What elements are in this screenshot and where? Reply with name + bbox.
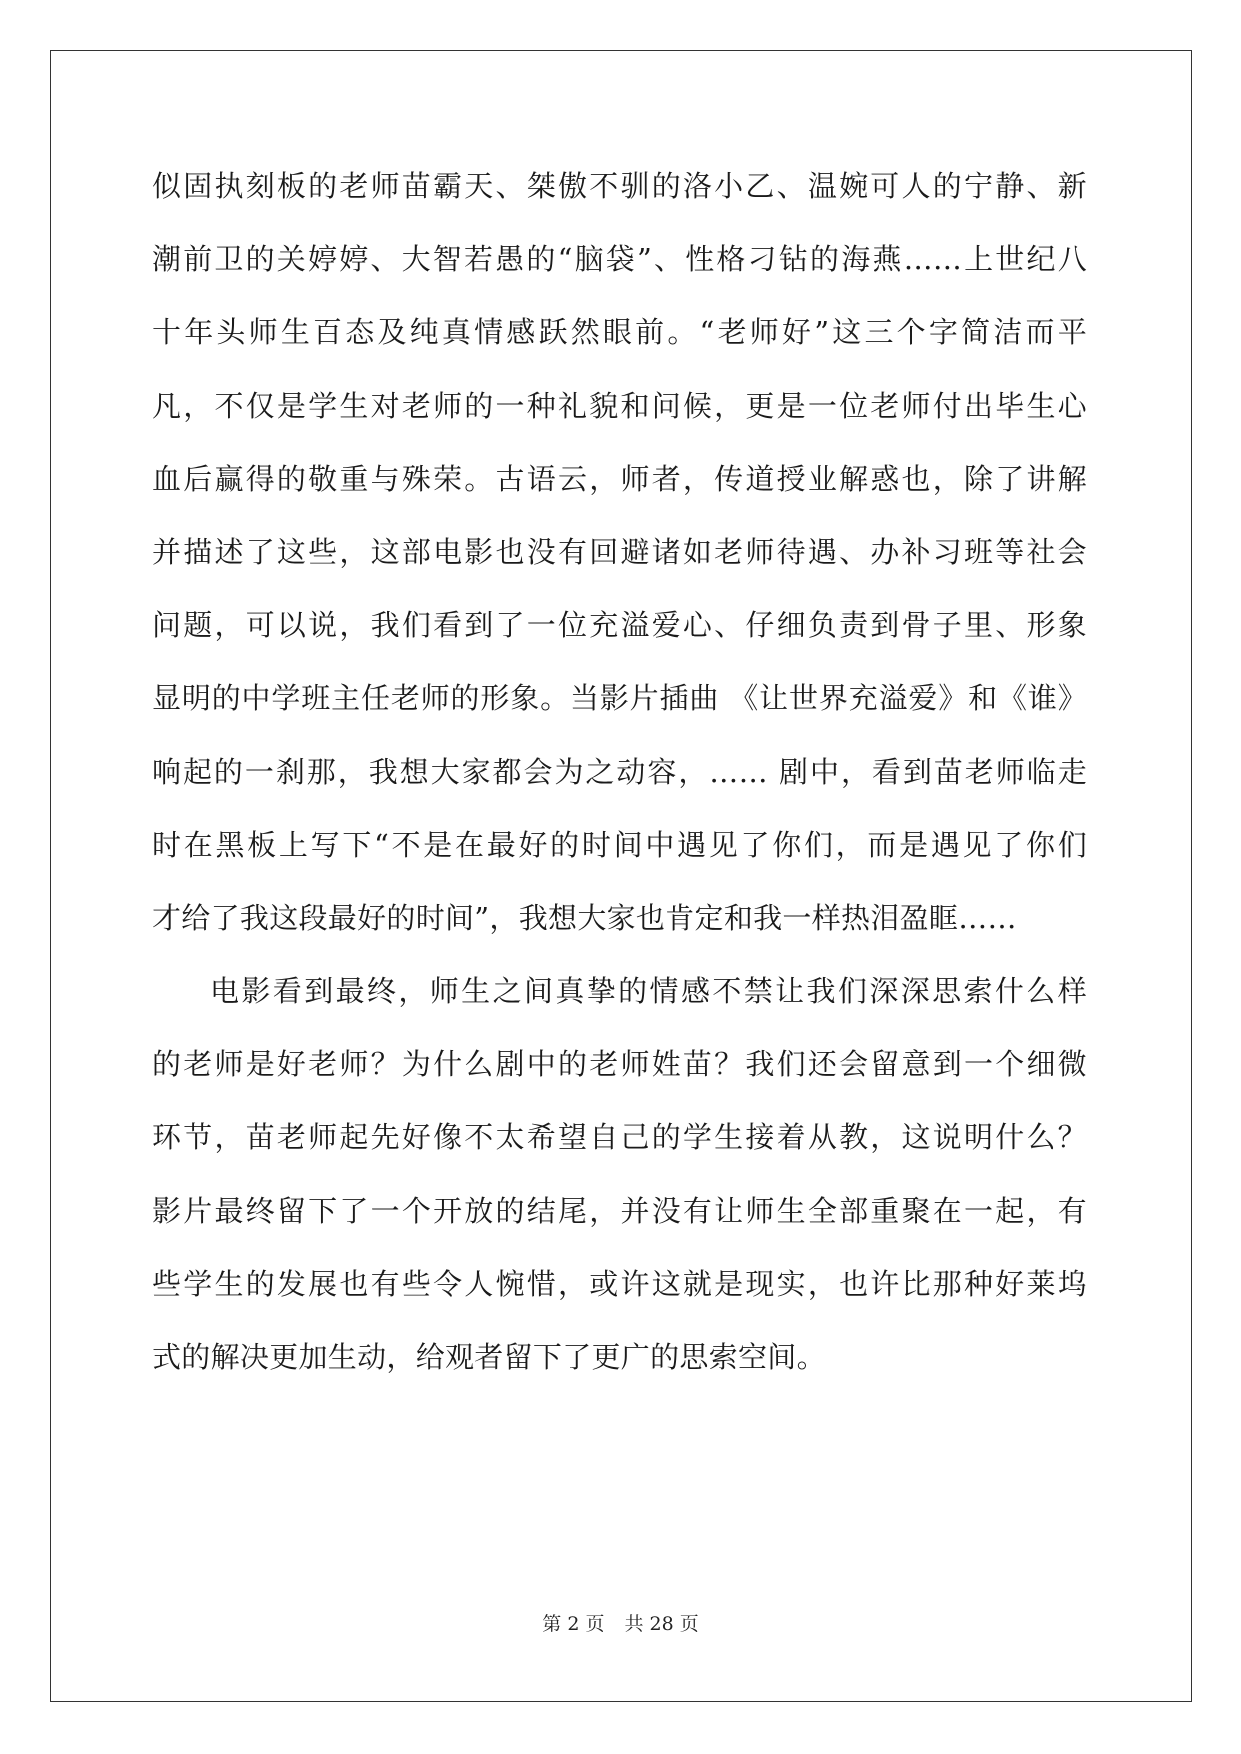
body-line: 并描述了这些，这部电影也没有回避诸如老师待遇、办补习班等社会: [152, 534, 1087, 569]
body-line: 凡，不仅是学生对老师的一种礼貌和问候，更是一位老师付出毕生心: [152, 388, 1087, 423]
page-number: 第 2 页: [542, 1613, 605, 1635]
body-line: 显明的中学班主任老师的形象。当影片插曲 《让世界充溢爱》和《谁》: [152, 681, 1087, 716]
body-line: 似固执刻板的老师苗霸天、桀傲不驯的洛小乙、温婉可人的宁静、新: [152, 169, 1087, 203]
body-line: 潮前卫的关婷婷、大智若愚的“脑袋”、性格刁钻的海燕……上世纪八: [152, 242, 1087, 277]
body-line: 环节，苗老师起先好像不太希望自己的学生接着从教，这说明什么？: [152, 1120, 1087, 1155]
body-line: 式的解决更加生动，给观者留下了更广的思索空间。: [152, 1340, 826, 1374]
document-body: [152, 161, 1087, 1405]
body-line: 问题，可以说，我们看到了一位充溢爱心、仔细负责到骨子里、形象: [152, 608, 1087, 643]
body-line: 时在黑板上写下“不是在最好的时间中遇见了你们，而是遇见了你们: [152, 827, 1087, 862]
body-line: 血后赢得的敬重与殊荣。古语云，师者，传道授业解惑也，除了讲解: [152, 461, 1087, 496]
body-line: 些学生的发展也有些令人惋惜，或许这就是现实，也许比那种好莱坞: [152, 1266, 1087, 1301]
body-line: 才给了我这段最好的时间”，我想大家也肯定和我一样热泪盈眶……: [152, 900, 1017, 935]
body-line: 的老师是好老师？为什么剧中的老师姓苗？我们还会留意到一个细微: [152, 1047, 1087, 1082]
body-line: 影片最终留下了一个开放的结尾，并没有让师生全部重聚在一起，有: [152, 1193, 1087, 1228]
body-line: 响起的一刹那，我想大家都会为之动容，…… 剧中，看到苗老师临走: [152, 754, 1087, 789]
page-footer: [0, 1612, 1241, 1636]
page-total: 共 28 页: [624, 1613, 699, 1635]
paragraph-first-line: 电影看到最终，师生之间真挚的情感不禁让我们深深思索什么样: [210, 974, 1087, 1009]
body-line: 十年头师生百态及纯真情感跃然眼前。“老师好”这三个字简洁而平: [152, 315, 1087, 350]
